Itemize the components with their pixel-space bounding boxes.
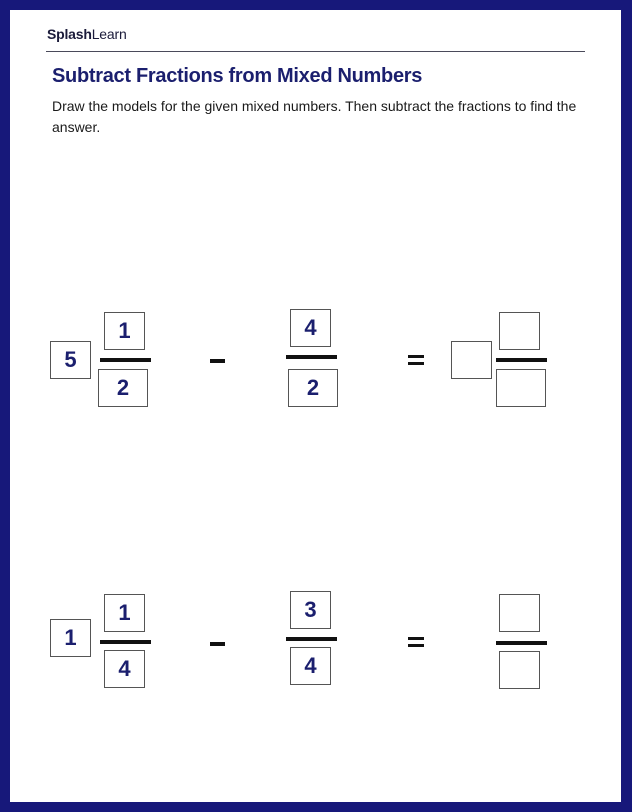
p1-denominator-box: 2	[98, 369, 148, 407]
splashlearn-logo	[47, 26, 127, 42]
p1-fraction-bar	[100, 358, 151, 362]
p1-subtrahend-numerator-box: 4	[290, 309, 331, 347]
logo-bold-text: Splash	[47, 26, 92, 42]
worksheet-page	[10, 10, 621, 802]
p1-minus-sign	[210, 359, 225, 363]
p2-denominator-box: 4	[104, 650, 145, 688]
p2-whole-box: 1	[50, 619, 91, 657]
p1-subtrahend-denominator-box: 2	[288, 369, 338, 407]
p1-answer-denominator-box[interactable]	[496, 369, 546, 407]
worksheet-title: Subtract Fractions from Mixed Numbers	[52, 65, 423, 87]
worksheet-instructions: Draw the models for the given mixed numbers. Then subtract the fractions to find the answer.	[52, 98, 577, 135]
p1-subtrahend-bar	[286, 355, 337, 359]
p1-answer-whole-box[interactable]	[451, 341, 492, 379]
p2-subtrahend-bar	[286, 637, 337, 641]
p2-minus-sign	[210, 642, 225, 646]
p2-subtrahend-numerator-box: 3	[290, 591, 331, 629]
p1-answer-numerator-box[interactable]	[499, 312, 540, 350]
p2-answer-bar	[496, 641, 547, 645]
logo-light-text: Learn	[91, 26, 127, 42]
p2-subtrahend-denominator-box: 4	[290, 647, 331, 685]
p2-numerator-box: 1	[104, 594, 145, 632]
p1-answer-bar	[496, 358, 547, 362]
header-divider	[46, 51, 585, 52]
p2-equals-sign	[408, 637, 424, 648]
p1-whole-box: 5	[50, 341, 91, 379]
p1-numerator-box: 1	[104, 312, 145, 350]
p1-equals-sign	[408, 355, 424, 366]
p2-fraction-bar	[100, 640, 151, 644]
p2-answer-numerator-box[interactable]	[499, 594, 540, 632]
p2-answer-denominator-box[interactable]	[499, 651, 540, 689]
